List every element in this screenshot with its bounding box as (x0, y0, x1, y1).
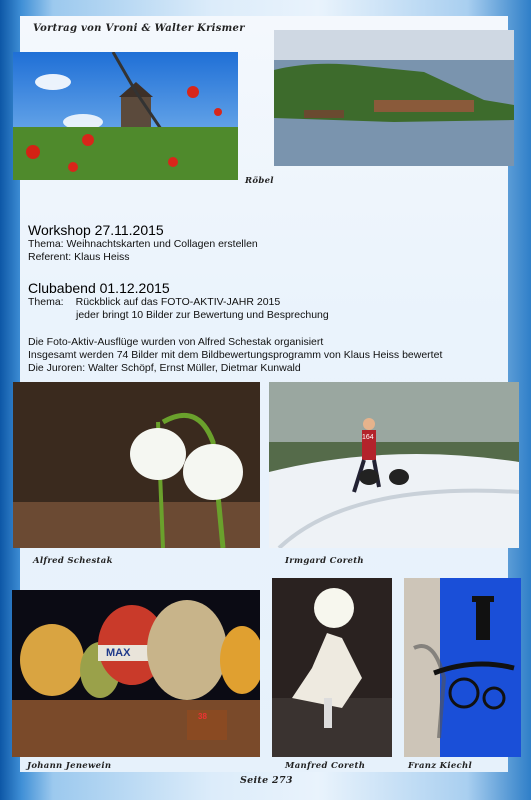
balloon-number: 38 (198, 712, 207, 721)
shop-sign-photo (404, 578, 521, 757)
caption-roebel: Röbel (245, 176, 274, 186)
header-title: Vortrag von Vroni & Walter Krismer (33, 23, 245, 34)
clubabend-thema-label: Thema: (28, 296, 64, 308)
clubabend-title: Clubabend 01.12.2015 (28, 280, 170, 296)
balloon-logo-text: MAX (106, 647, 131, 659)
racer-bib: 164 (362, 434, 374, 441)
caption-manfred: Manfred Coreth (285, 761, 366, 771)
caption-franz: Franz Kiechl (408, 761, 473, 771)
workshop-thema: Thema: Weihnachtskarten und Collagen erstellen (28, 238, 258, 250)
notes-section (28, 336, 442, 375)
workshop-title: Workshop 27.11.2015 (28, 222, 164, 238)
workshop-section (28, 222, 258, 264)
note-line: Die Foto-Aktiv-Ausflüge wurden von Alfred Schestak organisiert (28, 336, 324, 348)
dancer-lantern-photo (272, 578, 392, 757)
clubabend-thema-1: Rückblick auf das FOTO-AKTIV-JAHR 2015 (75, 296, 281, 308)
clubabend-thema-2: jeder bringt 10 Bilder zur Bewertung und Besprechung (76, 309, 329, 321)
snowflake-flower-photo (13, 382, 260, 548)
lake-village-photo (274, 30, 514, 166)
hot-air-balloons-photo (12, 590, 260, 757)
note-line: Insgesamt werden 74 Bilder mit dem Bildbewertungsprogramm von Klaus Heiss bewertet (28, 349, 443, 361)
caption-alfred: Alfred Schestak (33, 556, 113, 566)
workshop-referent: Referent: Klaus Heiss (28, 251, 130, 263)
caption-johann: Johann Jenewein (27, 761, 112, 771)
page-number: Seite 273 (240, 775, 293, 786)
dog-sled-photo (269, 382, 519, 548)
clubabend-section (28, 280, 329, 322)
windmill-poppy-photo (13, 52, 238, 180)
note-line: Die Juroren: Walter Schöpf, Ernst Müller, Dietmar Kunwald (28, 362, 301, 374)
caption-irmgard: Irmgard Coreth (285, 556, 364, 566)
